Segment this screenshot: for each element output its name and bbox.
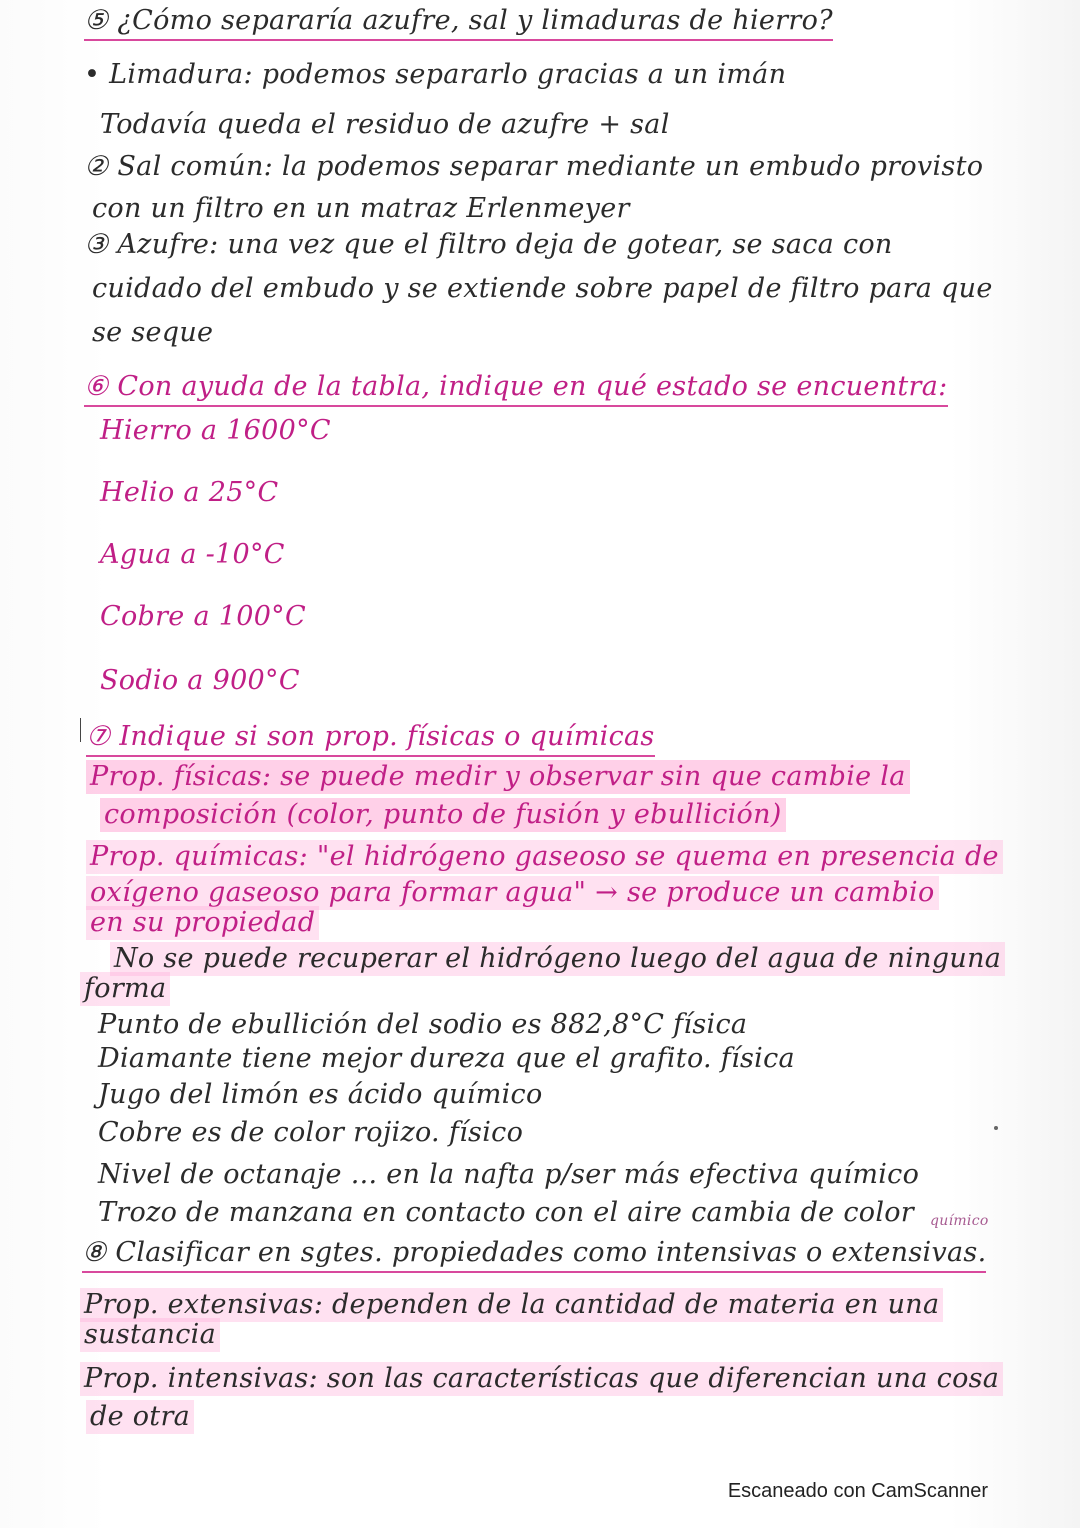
note-line-29: ⑧ Clasificar en sgtes. propiedades como intensivas o extensivas. <box>82 1236 986 1273</box>
note-line-5: con un filtro en un matraz Erlenmeyer <box>92 193 630 224</box>
tiny-note: químico <box>930 1213 989 1229</box>
note-line-23: Punto de ebullición del sodio es 882,8°C física <box>98 1009 748 1040</box>
note-line-7: cuidado del embudo y se extiende sobre papel de filtro para que <box>92 273 993 304</box>
note-line-2: • Limadura: podemos separarlo gracias a un imán <box>84 59 787 90</box>
note-line-10: Hierro a 1600°C <box>100 415 331 446</box>
note-line-21: No se puede recuperar el hidrógeno luego del agua de ninguna <box>110 942 1005 976</box>
note-line-3: Todavía queda el residuo de azufre + sal <box>100 109 670 140</box>
note-line-18: Prop. químicas: "el hidrógeno gaseoso se quema en presencia de <box>86 840 1003 874</box>
note-line-26: Cobre es de color rojizo. físico <box>98 1117 524 1148</box>
note-line-1: ⑤ ¿Cómo separaría azufre, sal y limaduras de hierro? <box>84 4 833 41</box>
note-line-27: Nivel de octanaje ... en la nafta p/ser más efectiva químico <box>98 1159 920 1190</box>
note-line-16: Prop. físicas: se puede medir y observar sin que cambie la <box>86 760 910 794</box>
note-line-32: Prop. intensivas: son las características que diferencian una cosa <box>80 1362 1003 1396</box>
note-line-20: en su propiedad <box>86 906 319 940</box>
note-line-6: ③ Azufre: una vez que el filtro deja de gotear, se saca con <box>84 229 893 260</box>
note-line-9: ⑥ Con ayuda de la tabla, indique en qué estado se encuentra: <box>84 370 948 407</box>
note-line-15: ⑦ Indique si son prop. físicas o químicas <box>86 720 655 757</box>
note-line-24: Diamante tiene mejor dureza que el grafito. física <box>98 1043 795 1074</box>
note-line-25: Jugo del limón es ácido químico <box>98 1079 543 1110</box>
note-line-17: composición (color, punto de fusión y ebullición) <box>100 798 786 832</box>
note-line-28: Trozo de manzana en contacto con el aire cambia de color <box>98 1197 915 1228</box>
margin-mark <box>80 718 81 742</box>
note-line-13: Cobre a 100°C <box>100 601 306 632</box>
note-line-31: sustancia <box>80 1318 220 1352</box>
note-line-11: Helio a 25°C <box>100 477 279 508</box>
note-line-30: Prop. extensivas: dependen de la cantidad de materia en una <box>80 1288 943 1322</box>
note-line-4: ② Sal común: la podemos separar mediante un embudo provisto <box>84 151 984 182</box>
note-line-14: Sodio a 900°C <box>100 665 300 696</box>
note-line-12: Agua a -10°C <box>100 539 285 570</box>
note-line-33: de otra <box>86 1400 194 1434</box>
note-line-22: forma <box>80 972 170 1006</box>
note-line-8: se seque <box>92 317 214 348</box>
note-line-19: oxígeno gaseoso para formar agua" → se produce un cambio <box>86 876 939 910</box>
margin-dot <box>994 1126 998 1130</box>
camscanner-footer: Escaneado con CamScanner <box>727 1480 988 1502</box>
